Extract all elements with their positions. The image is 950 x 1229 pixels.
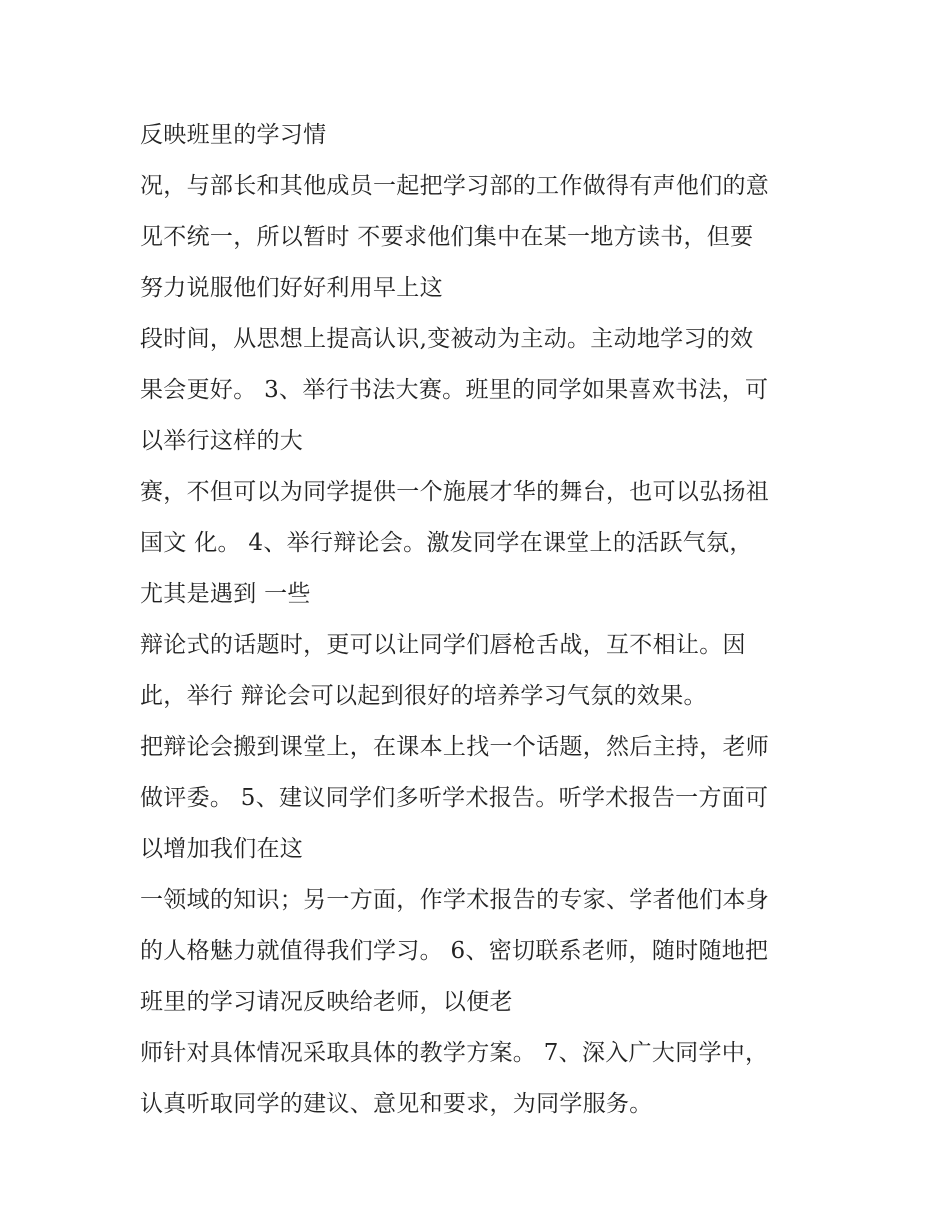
document-body xyxy=(140,110,830,1130)
text-line: 认真听取同学的建议、意见和要求，为同学服务。 xyxy=(140,1091,653,1117)
text-line: 段时间，从思想上提高认识,变被动为主动。主动地学习的效 xyxy=(140,326,754,352)
text-line: 努力说服他们好好利用早上这 xyxy=(140,275,443,301)
text-line: 见不统一，所以暂时 不要求他们集中在某一地方读书，但要 xyxy=(140,224,754,250)
text-line: 师针对具体情况采取具体的教学方案。 7、深入广大同学中， xyxy=(140,1040,769,1066)
text-line: 反映班里的学习情 xyxy=(140,122,327,148)
text-line: 一领域的知识；另一方面，作学术报告的专家、学者他们本身 xyxy=(140,887,770,913)
text-line: 赛，不但可以为同学提供一个施展才华的舞台，也可以弘扬祖 xyxy=(140,479,770,505)
text-line: 班里的学习请况反映给老师，以便老 xyxy=(140,989,513,1015)
text-line: 以举行这样的大 xyxy=(140,428,304,454)
text-line: 此，举行 辩论会可以起到很好的培养学习气氛的效果。 xyxy=(140,683,707,709)
text-line: 果会更好。 3、举行书法大赛。班里的同学如果喜欢书法，可 xyxy=(140,377,769,403)
text-line: 辩论式的话题时，更可以让同学们唇枪舌战，互不相让。因 xyxy=(140,632,746,658)
text-line: 做评委。 5、建议同学们多听学术报告。听学术报告一方面可 xyxy=(140,785,769,811)
text-line: 以增加我们在这 xyxy=(140,836,304,862)
text-line: 的人格魅力就值得我们学习。 6、密切联系老师，随时随地把 xyxy=(140,938,769,964)
text-line: 况，与部长和其他成员一起把学习部的工作做得有声他们的意 xyxy=(140,173,770,199)
text-line: 把辩论会搬到课堂上，在课本上找一个话题，然后主持，老师 xyxy=(140,734,770,760)
text-line: 尤其是遇到 一些 xyxy=(140,581,311,607)
text-line: 国文 化。 4、举行辩论会。激发同学在课堂上的活跃气氛， xyxy=(140,530,753,556)
